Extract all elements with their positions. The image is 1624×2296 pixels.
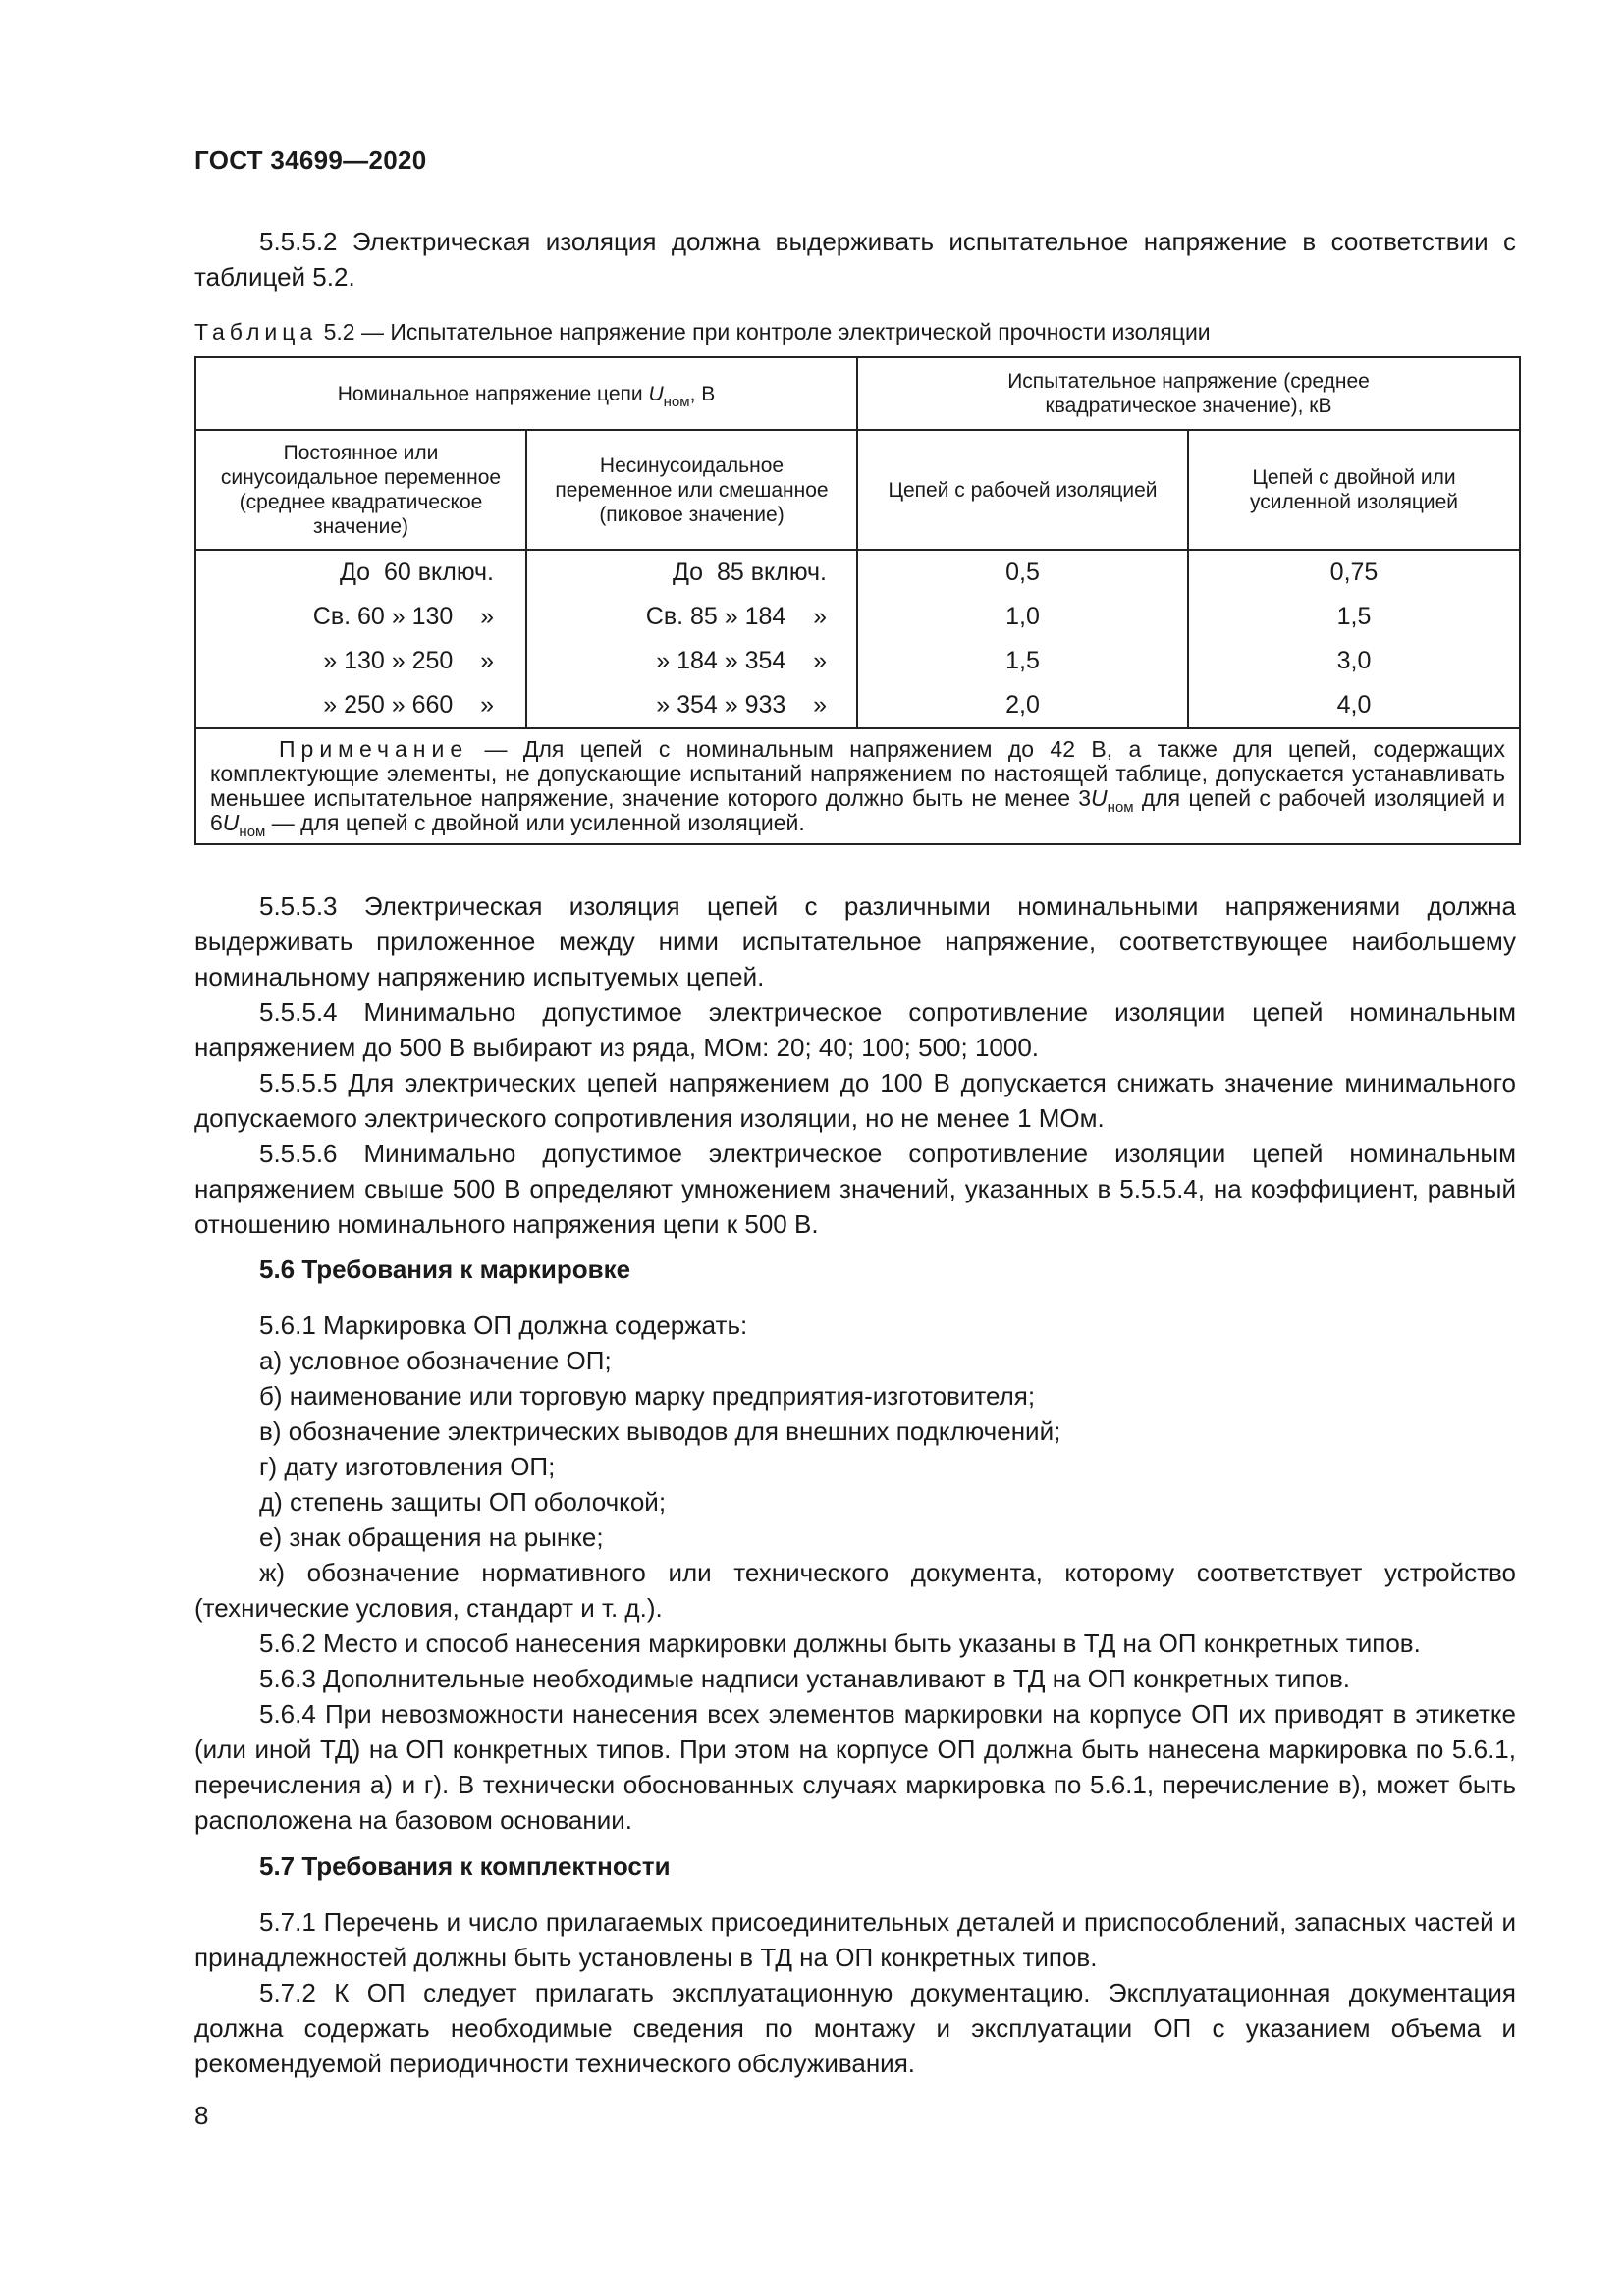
header-test-voltage: Испытательное напряжение (среднее квадратическое значение), кВ [857, 357, 1520, 430]
cell-range-dc: До 60 включ. [195, 550, 526, 595]
list-item: е) знак обращения на рынке; [259, 1522, 604, 1552]
table-caption-text: 5.2 — Испытательное напряжение при контроле электрической прочности изоляции [317, 319, 1211, 345]
list-item: в) обозначение электрических выводов для внешних подключений; [259, 1416, 1061, 1446]
page-number: 8 [194, 2101, 209, 2130]
cell-range-peak: Св. 85 » 184 » [526, 595, 857, 639]
paragraph-5-6-4: 5.6.4 При невозможности нанесения всех элементов маркировки на корпусе ОП их приводят в этикетке (или иной ТД) на ОП конкретных типов. При этом на корпусе ОП должна быть нанесена маркировка по 5.6.1, перечисления а) и г). В технически обоснованных случаях маркировка по 5.6.1, перечисление в), может быть расположена на базовом основании. [194, 1699, 1516, 1835]
paragraph-5-6-1: 5.6.1 Маркировка ОП должна содержать: [259, 1310, 748, 1340]
paragraph-5-6-3: 5.6.3 Дополнительные необходимые надписи устанавливают в ТД на ОП конкретных типов. [259, 1664, 1350, 1693]
table-row [195, 595, 1520, 639]
table-row [195, 639, 1520, 683]
cell-double-kv: 3,0 [1188, 639, 1520, 683]
cell-range-peak: » 184 » 354 » [526, 639, 857, 683]
paragraph-5-5-5-6: 5.5.5.6 Минимально допустимое электрическое сопротивление изоляции цепей номинальным напряжением свыше 500 В определяют умножением значений, указанных в 5.5.5.4, на коэффициент, равный отношению номинального напряжения цепи к 500 В. [194, 1139, 1516, 1239]
cell-double-kv: 0,75 [1188, 550, 1520, 595]
list-item: г) дату изготовления ОП; [259, 1452, 556, 1481]
cell-working-kv: 1,0 [857, 595, 1188, 639]
paragraph-5-5-5-2: 5.5.5.2 Электрическая изоляция должна выдерживать испытательное напряжение в соответствии с таблицей 5.2. [194, 227, 1516, 292]
cell-range-dc: » 250 » 660 » [195, 683, 526, 728]
paragraph-5-7-2: 5.7.2 К ОП следует прилагать эксплуатационную документацию. Эксплуатационная документация должна содержать необходимые сведения по монтажу и эксплуатации ОП с указанием объема и рекомендуемой периодичности технического обслуживания. [194, 1978, 1516, 2078]
table-caption-label: Таблица [194, 319, 318, 345]
paragraph-5-5-5-3: 5.5.5.3 Электрическая изоляция цепей с различными номинальными напряжениями должна выдерживать приложенное между ними испытательное напряжение, соответствующее наибольшему номинальному напряжению испытуемых цепей. [194, 891, 1516, 991]
cell-range-dc: Св. 60 » 130 » [195, 595, 526, 639]
section-5-6-heading: 5.6 Требования к маркировке [259, 1255, 631, 1284]
table-row [195, 683, 1520, 728]
subheader-working-insulation: Цепей с рабочей изоляцией [857, 430, 1188, 550]
cell-range-peak: » 354 » 933 » [526, 683, 857, 728]
table-note: Примечание — Для цепей с номинальным напряжением до 42 В, а также для цепей, содержащих комплектующие элементы, не допускающие испытаний напряжением по настоящей таблице, допускается устанавливать меньшее испытательное напряжение, значение которого должно быть не менее $3U_{ном}$ для цепей с рабочей изоляцией и $6U_{ном}$ — для цепей с двойной или усиленной изоляцией. [195, 728, 1520, 844]
voltage-table [194, 356, 1521, 845]
cell-working-kv: 2,0 [857, 683, 1188, 728]
list-item: ж) обозначение нормативного или технического документа, которому соответствует устройство (технические условия, стандарт и т. д.). [194, 1558, 1516, 1623]
cell-range-peak: До 85 включ. [526, 550, 857, 595]
section-5-7-heading: 5.7 Требования к комплектности [259, 1851, 671, 1881]
paragraph-5-7-1: 5.7.1 Перечень и число прилагаемых присоединительных деталей и приспособлений, запасных частей и принадлежностей должны быть установлены в ТД на ОП конкретных типов. [194, 1907, 1516, 1972]
paragraph-5-5-5-5: 5.5.5.5 Для электрических цепей напряжением до 100 В допускается снижать значение минимального допускаемого электрического сопротивления изоляции, но не менее 1 МОм. [194, 1068, 1516, 1133]
cell-range-dc: » 130 » 250 » [195, 639, 526, 683]
cell-working-kv: 0,5 [857, 550, 1188, 595]
subheader-dc-ac: Постоянное или синусоидальное переменное (среднее квадратическое значение) [195, 430, 526, 550]
cell-double-kv: 1,5 [1188, 595, 1520, 639]
subheader-nonsinusoidal: Несинусоидальное переменное или смешанное (пиковое значение) [526, 430, 857, 550]
table-row [195, 550, 1520, 595]
list-item: а) условное обозначение ОП; [259, 1346, 612, 1375]
standard-header: ГОСТ 34699—2020 [194, 145, 427, 175]
subheader-double-insulation: Цепей с двойной или усиленной изоляцией [1188, 430, 1520, 550]
header-nominal-voltage: Номинальное напряжение цепи $U_{ном}$, В [195, 357, 857, 430]
table-caption [194, 319, 1211, 346]
paragraph-5-5-5-4: 5.5.5.4 Минимально допустимое электрическое сопротивление изоляции цепей номинальным напряжением до 500 В выбирают из ряда, МОм: 20; 40; 100; 500; 1000. [194, 997, 1516, 1062]
list-item: б) наименование или торговую марку предприятия-изготовителя; [259, 1381, 1036, 1411]
paragraph-5-6-2: 5.6.2 Место и способ нанесения маркировки должны быть указаны в ТД на ОП конкретных типов. [259, 1629, 1421, 1658]
note-label: Примечание [279, 736, 469, 762]
cell-working-kv: 1,5 [857, 639, 1188, 683]
cell-double-kv: 4,0 [1188, 683, 1520, 728]
list-item: д) степень защиты ОП оболочкой; [259, 1487, 667, 1517]
